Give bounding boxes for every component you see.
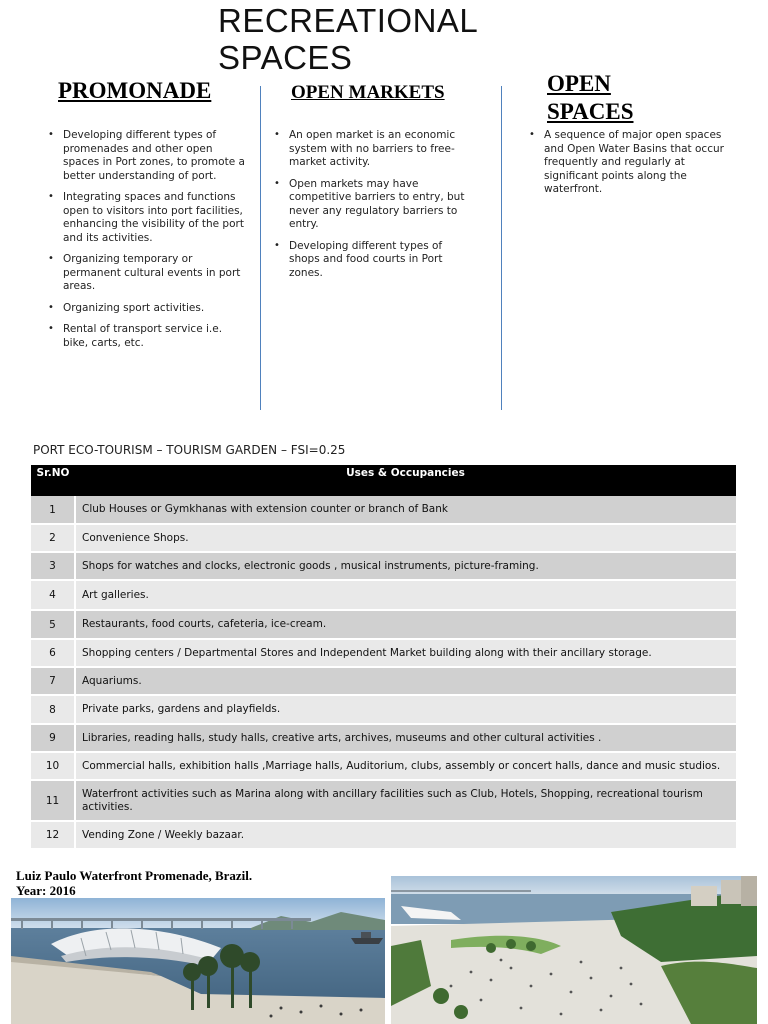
row-use: Vending Zone / Weekly bazaar. — [75, 821, 736, 849]
table-row — [31, 821, 736, 849]
table-row — [31, 496, 736, 524]
open-spaces-list — [529, 129, 729, 205]
table-caption: PORT ECO-TOURISM – TOURISM GARDEN – FSI=0.25 — [33, 443, 346, 457]
header-uses: Uses & Occupancies — [75, 465, 736, 496]
table-row — [31, 639, 736, 667]
bullet-item: • Open markets may have competitive barriers to entry, but never any regulatory barriers to entry. — [274, 178, 466, 232]
row-number: 3 — [31, 552, 75, 580]
photo-caption-line1: Luiz Paulo Waterfront Promenade, Brazil. — [16, 868, 253, 883]
row-number: 6 — [31, 639, 75, 667]
row-use: Private parks, gardens and playfields. — [75, 695, 736, 724]
photo-caption — [16, 868, 252, 898]
column-divider-right — [501, 86, 502, 410]
waterfront-museum-photo — [11, 898, 385, 1024]
row-use: Club Houses or Gymkhanas with extension counter or branch of Bank — [75, 496, 736, 524]
column-divider-left — [260, 86, 261, 410]
row-number: 10 — [31, 752, 75, 780]
open-markets-list — [274, 129, 466, 288]
bullet-item: • Integrating spaces and functions open to visitors into port facilities, enhancing the visibility of the port and its activities. — [48, 191, 248, 245]
photo-caption-line2: Year: 2016 — [16, 883, 76, 898]
row-number: 2 — [31, 524, 75, 552]
row-use: Convenience Shops. — [75, 524, 736, 552]
open-spaces-heading: OPEN SPACES — [547, 71, 634, 124]
row-use: Restaurants, food courts, cafeteria, ice-cream. — [75, 610, 736, 639]
row-use: Shops for watches and clocks, electronic goods , musical instruments, picture-framing. — [75, 552, 736, 580]
bullet-item: • Rental of transport service i.e. bike, carts, etc. — [48, 323, 248, 350]
table-row — [31, 667, 736, 695]
row-use: Commercial halls, exhibition halls ,Marriage halls, Auditorium, clubs, assembly or concert halls, dance and music studios. — [75, 752, 736, 780]
bullet-item: • Developing different types of promenades and other open spaces in Port zones, to promote a better understanding of port. — [48, 129, 248, 183]
row-number: 5 — [31, 610, 75, 639]
row-use: Waterfront activities such as Marina along with ancillary facilities such as Club, Hotels, Shopping, recreational tourism activities. — [75, 780, 736, 821]
table-row — [31, 552, 736, 580]
bullet-item: • Developing different types of shops and food courts in Port zones. — [274, 240, 466, 281]
row-number: 1 — [31, 496, 75, 524]
header-srno: Sr.NO — [31, 465, 75, 496]
bullet-item: • Organizing temporary or permanent cultural events in port areas. — [48, 253, 248, 294]
row-use: Aquariums. — [75, 667, 736, 695]
bullet-item: • An open market is an economic system with no barriers to free-market activity. — [274, 129, 466, 170]
table-row — [31, 752, 736, 780]
row-number: 4 — [31, 580, 75, 610]
aerial-promenade-photo — [391, 876, 757, 1024]
table-header-row — [31, 465, 736, 496]
row-use: Shopping centers / Departmental Stores and Independent Market building along with their ancillary storage. — [75, 639, 736, 667]
row-number: 11 — [31, 780, 75, 821]
aerial-promenade-image — [391, 876, 757, 1024]
open-markets-heading: OPEN MARKETS — [291, 82, 445, 103]
row-number: 7 — [31, 667, 75, 695]
row-number: 9 — [31, 724, 75, 752]
page-title: RECREATIONAL SPACES — [218, 2, 478, 76]
row-use: Libraries, reading halls, study halls, creative arts, archives, museums and other cultural activities . — [75, 724, 736, 752]
uses-occupancies-table — [31, 465, 736, 850]
promonade-heading: PROMONADE — [58, 78, 212, 103]
bullet-item: • Organizing sport activities. — [48, 302, 248, 316]
row-number: 12 — [31, 821, 75, 849]
table-row — [31, 580, 736, 610]
table-row — [31, 695, 736, 724]
row-number: 8 — [31, 695, 75, 724]
table-row — [31, 610, 736, 639]
table-row — [31, 724, 736, 752]
table-row — [31, 524, 736, 552]
waterfront-museum-image — [11, 898, 385, 1024]
row-use: Art galleries. — [75, 580, 736, 610]
bullet-item: • A sequence of major open spaces and Open Water Basins that occur frequently and regularly at significant points along the waterfront. — [529, 129, 729, 197]
promonade-list — [48, 129, 248, 358]
table-row — [31, 780, 736, 821]
